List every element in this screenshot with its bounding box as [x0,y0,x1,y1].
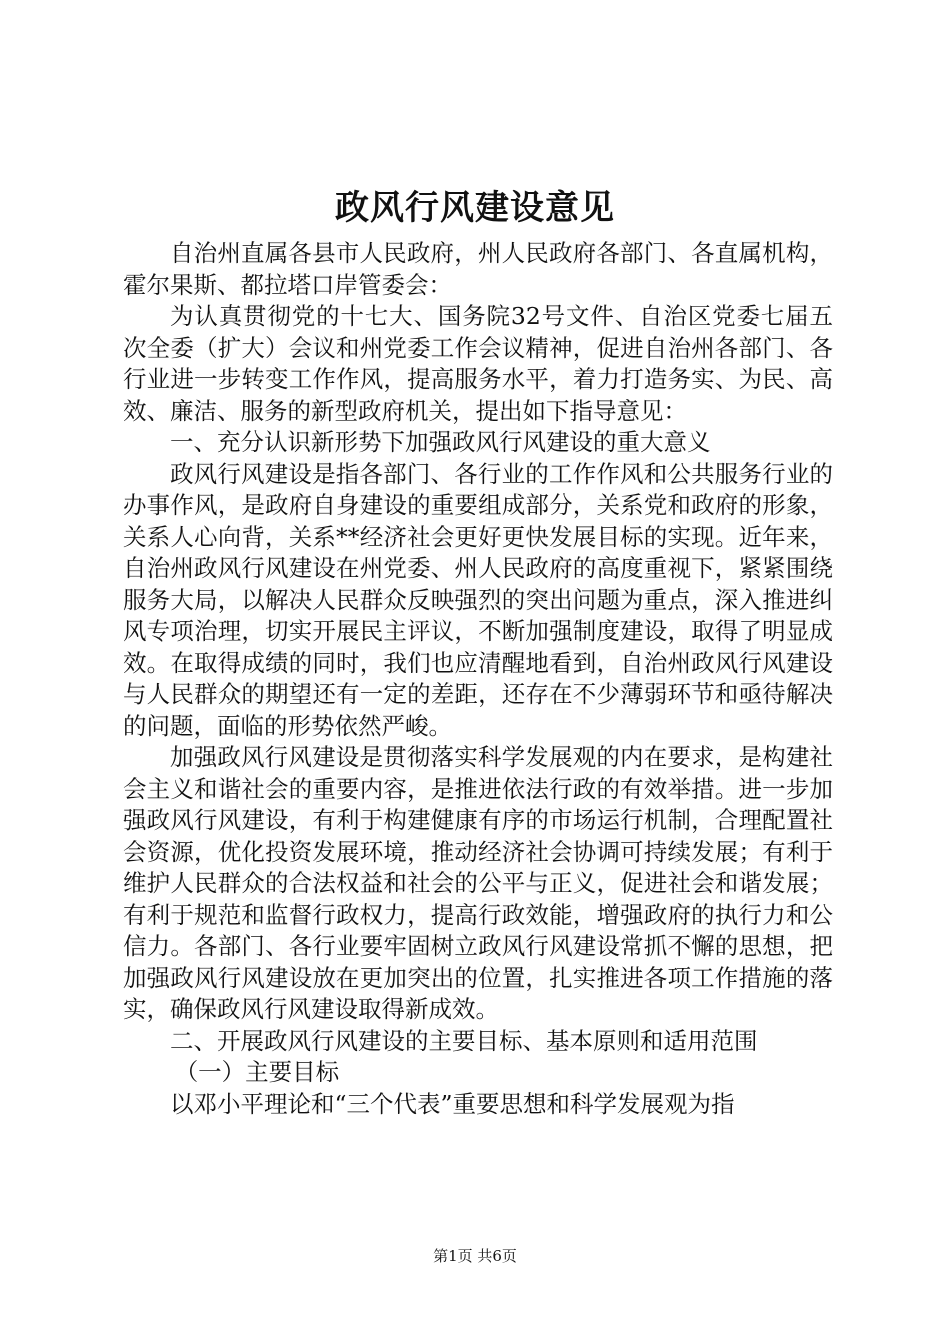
section-heading-1: 一、充分认识新形势下加强政风行风建设的重大意义 [170,428,711,456]
paragraph-addressees: 自治州直属各县市人民政府，州人民政府各部门、各直属机构，霍尔果斯、都拉塔口岸管委会： [123,239,833,299]
paragraph-main-goals: 以邓小平理论和“三个代表”重要思想和科学发展观为指 [170,1089,735,1118]
document-body [123,238,833,1120]
document-title: 政风行风建设意见 [335,188,615,228]
page-footer: 第1页 共6页 [433,1247,517,1265]
paragraph-intro: 为认真贯彻党的十七大、国务院32号文件、自治区党委七届五次全委（扩大）会议和州党委工作会议精神，促进自治州各部门、各行业进一步转变工作作风，提高服务水平，着力打造务实、为民、高效、廉洁、服务的新型政府机关，提出如下指导意见： [123,302,833,425]
paragraph-significance-1: 政风行风建设是指各部门、各行业的工作作风和公共服务行业的办事作风，是政府自身建设的重要组成部分，关系党和政府的形象，关系人心向背，关系**经济社会更好更快发展目标的实现。近年来，自治州政风行风建设在州党委、州人民政府的高度重视下，紧紧围绕服务大局，以解决人民群众反映强烈的突出问题为重点，深入推进纠风专项治理，切实开展民主评议，不断加强制度建设，取得了明显成效。在取得成绩的同时，我们也应清醒地看到，自治州政风行风建设与人民群众的期望还有一定的差距，还存在不少薄弱环节和亟待解决的问题，面临的形势依然严峻。 [123,459,833,740]
subsection-heading-1: （一）主要目标 [174,1058,340,1086]
section-heading-2: 二、开展政风行风建设的主要目标、基本原则和适用范围 [170,1026,758,1055]
paragraph-significance-2: 加强政风行风建设是贯彻落实科学发展观的内在要求，是构建社会主义和谐社会的重要内容，是推进依法行政的有效举措。进一步加强政风行风建设，有利于构建健康有序的市场运行机制，合理配置社会资源，优化投资发展环境，推动经济社会协调可持续发展；有利于维护人民群众的合法权益和社会的公平与正义，促进社会和谐发展；有利于规范和监督行政权力，提高行政效能，增强政府的执行力和公信力。各部门、各行业要牢固树立政风行风建设常抓不懈的思想，把加强政风行风建设放在更加突出的位置，扎实推进各项工作措施的落实，确保政风行风建设取得新成效。 [123,743,833,1023]
